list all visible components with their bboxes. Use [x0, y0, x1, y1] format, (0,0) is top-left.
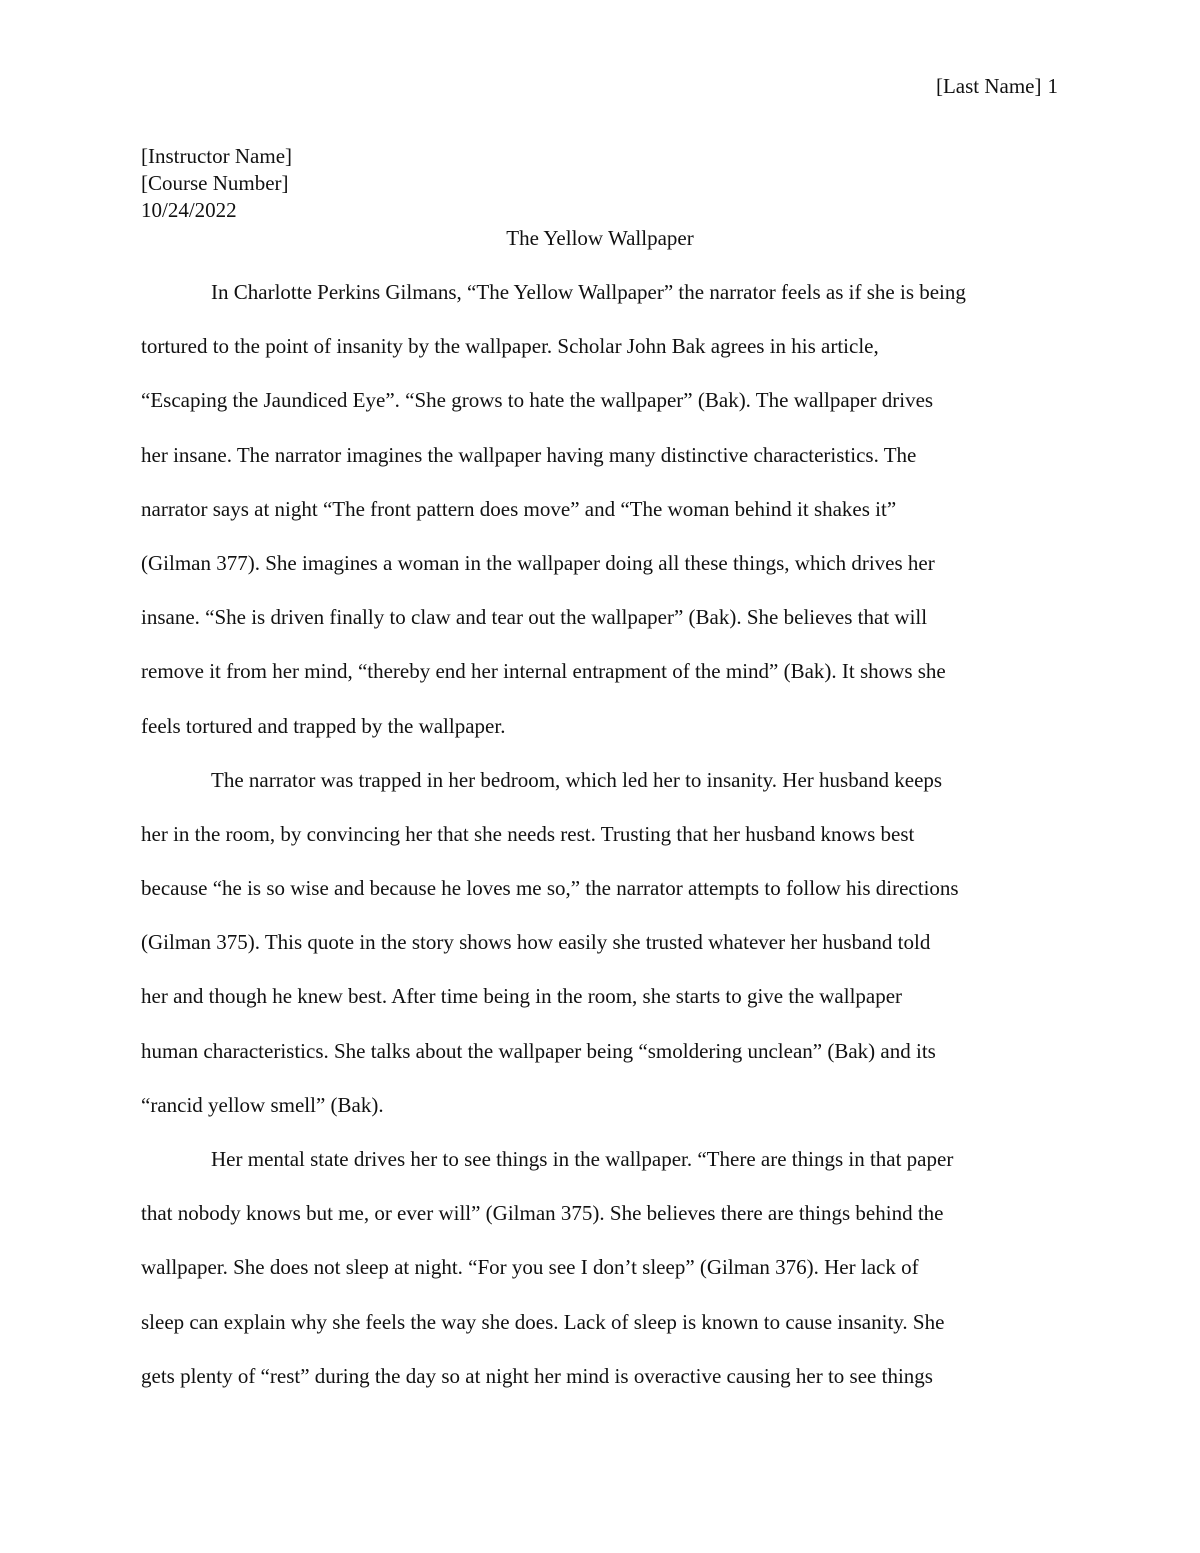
header-page-number: 1	[1047, 74, 1058, 98]
text-line: gets plenty of “rest” during the day so at night her mind is overactive causing her to see things	[141, 1363, 933, 1388]
text-line: In Charlotte Perkins Gilmans, “The Yellow Wallpaper” the narrator feels as if she is being	[211, 280, 966, 304]
text-line: wallpaper. She does not sleep at night. “For you see I don’t sleep” (Gilman 376). Her lack of	[141, 1255, 919, 1280]
text-line: insane. “She is driven finally to claw and tear out the wallpaper” (Bak). She believes that will	[141, 605, 928, 630]
text-line: Her mental state drives her to see things in the wallpaper. “There are things in that paper	[211, 1147, 954, 1171]
text-line: “Escaping the Jaundiced Eye”. “She grows to hate the wallpaper” (Bak). The wallpaper drives	[141, 388, 934, 413]
text-line: feels tortured and trapped by the wallpaper.	[141, 713, 506, 738]
document-heading	[141, 143, 292, 224]
text-line: “rancid yellow smell” (Bak).	[141, 1092, 384, 1117]
document-date: 10/24/2022	[141, 198, 237, 222]
text-line: remove it from her mind, “thereby end her internal entrapment of the mind” (Bak). It shows she	[141, 659, 946, 684]
text-line: narrator says at night “The front pattern does move” and “The woman behind it shakes it”	[141, 496, 897, 521]
text-line: her insane. The narrator imagines the wallpaper having many distinctive characteristics. The	[141, 442, 917, 467]
header-last-name: [Last Name]	[935, 74, 1042, 98]
text-line: human characteristics. She talks about the wallpaper being “smoldering unclean” (Bak) and its	[141, 1038, 936, 1063]
text-line: (Gilman 377). She imagines a woman in the wallpaper doing all these things, which drives her	[141, 550, 935, 575]
running-header	[936, 73, 1058, 100]
text-line: (Gilman 375). This quote in the story shows how easily she trusted whatever her husband told	[141, 930, 931, 955]
document-title: The Yellow Wallpaper	[506, 226, 694, 250]
text-line: her and though he knew best. After time being in the room, she starts to give the wallpaper	[141, 984, 903, 1009]
text-line: her in the room, by convincing her that she needs rest. Trusting that her husband knows best	[141, 821, 915, 846]
text-line: sleep can explain why she feels the way she does. Lack of sleep is known to cause insanity. She	[141, 1309, 945, 1334]
text-line: tortured to the point of insanity by the wallpaper. Scholar John Bak agrees in his article,	[141, 334, 879, 359]
text-line: because “he is so wise and because he loves me so,” the narrator attempts to follow his directions	[141, 876, 959, 901]
text-line: that nobody knows but me, or ever will” (Gilman 375). She believes there are things behind the	[141, 1201, 944, 1226]
body-text	[141, 265, 1061, 1403]
text-line: The narrator was trapped in her bedroom, which led her to insanity. Her husband keeps	[211, 767, 943, 792]
instructor-name: [Instructor Name]	[141, 144, 293, 168]
course-number: [Course Number]	[141, 171, 289, 195]
